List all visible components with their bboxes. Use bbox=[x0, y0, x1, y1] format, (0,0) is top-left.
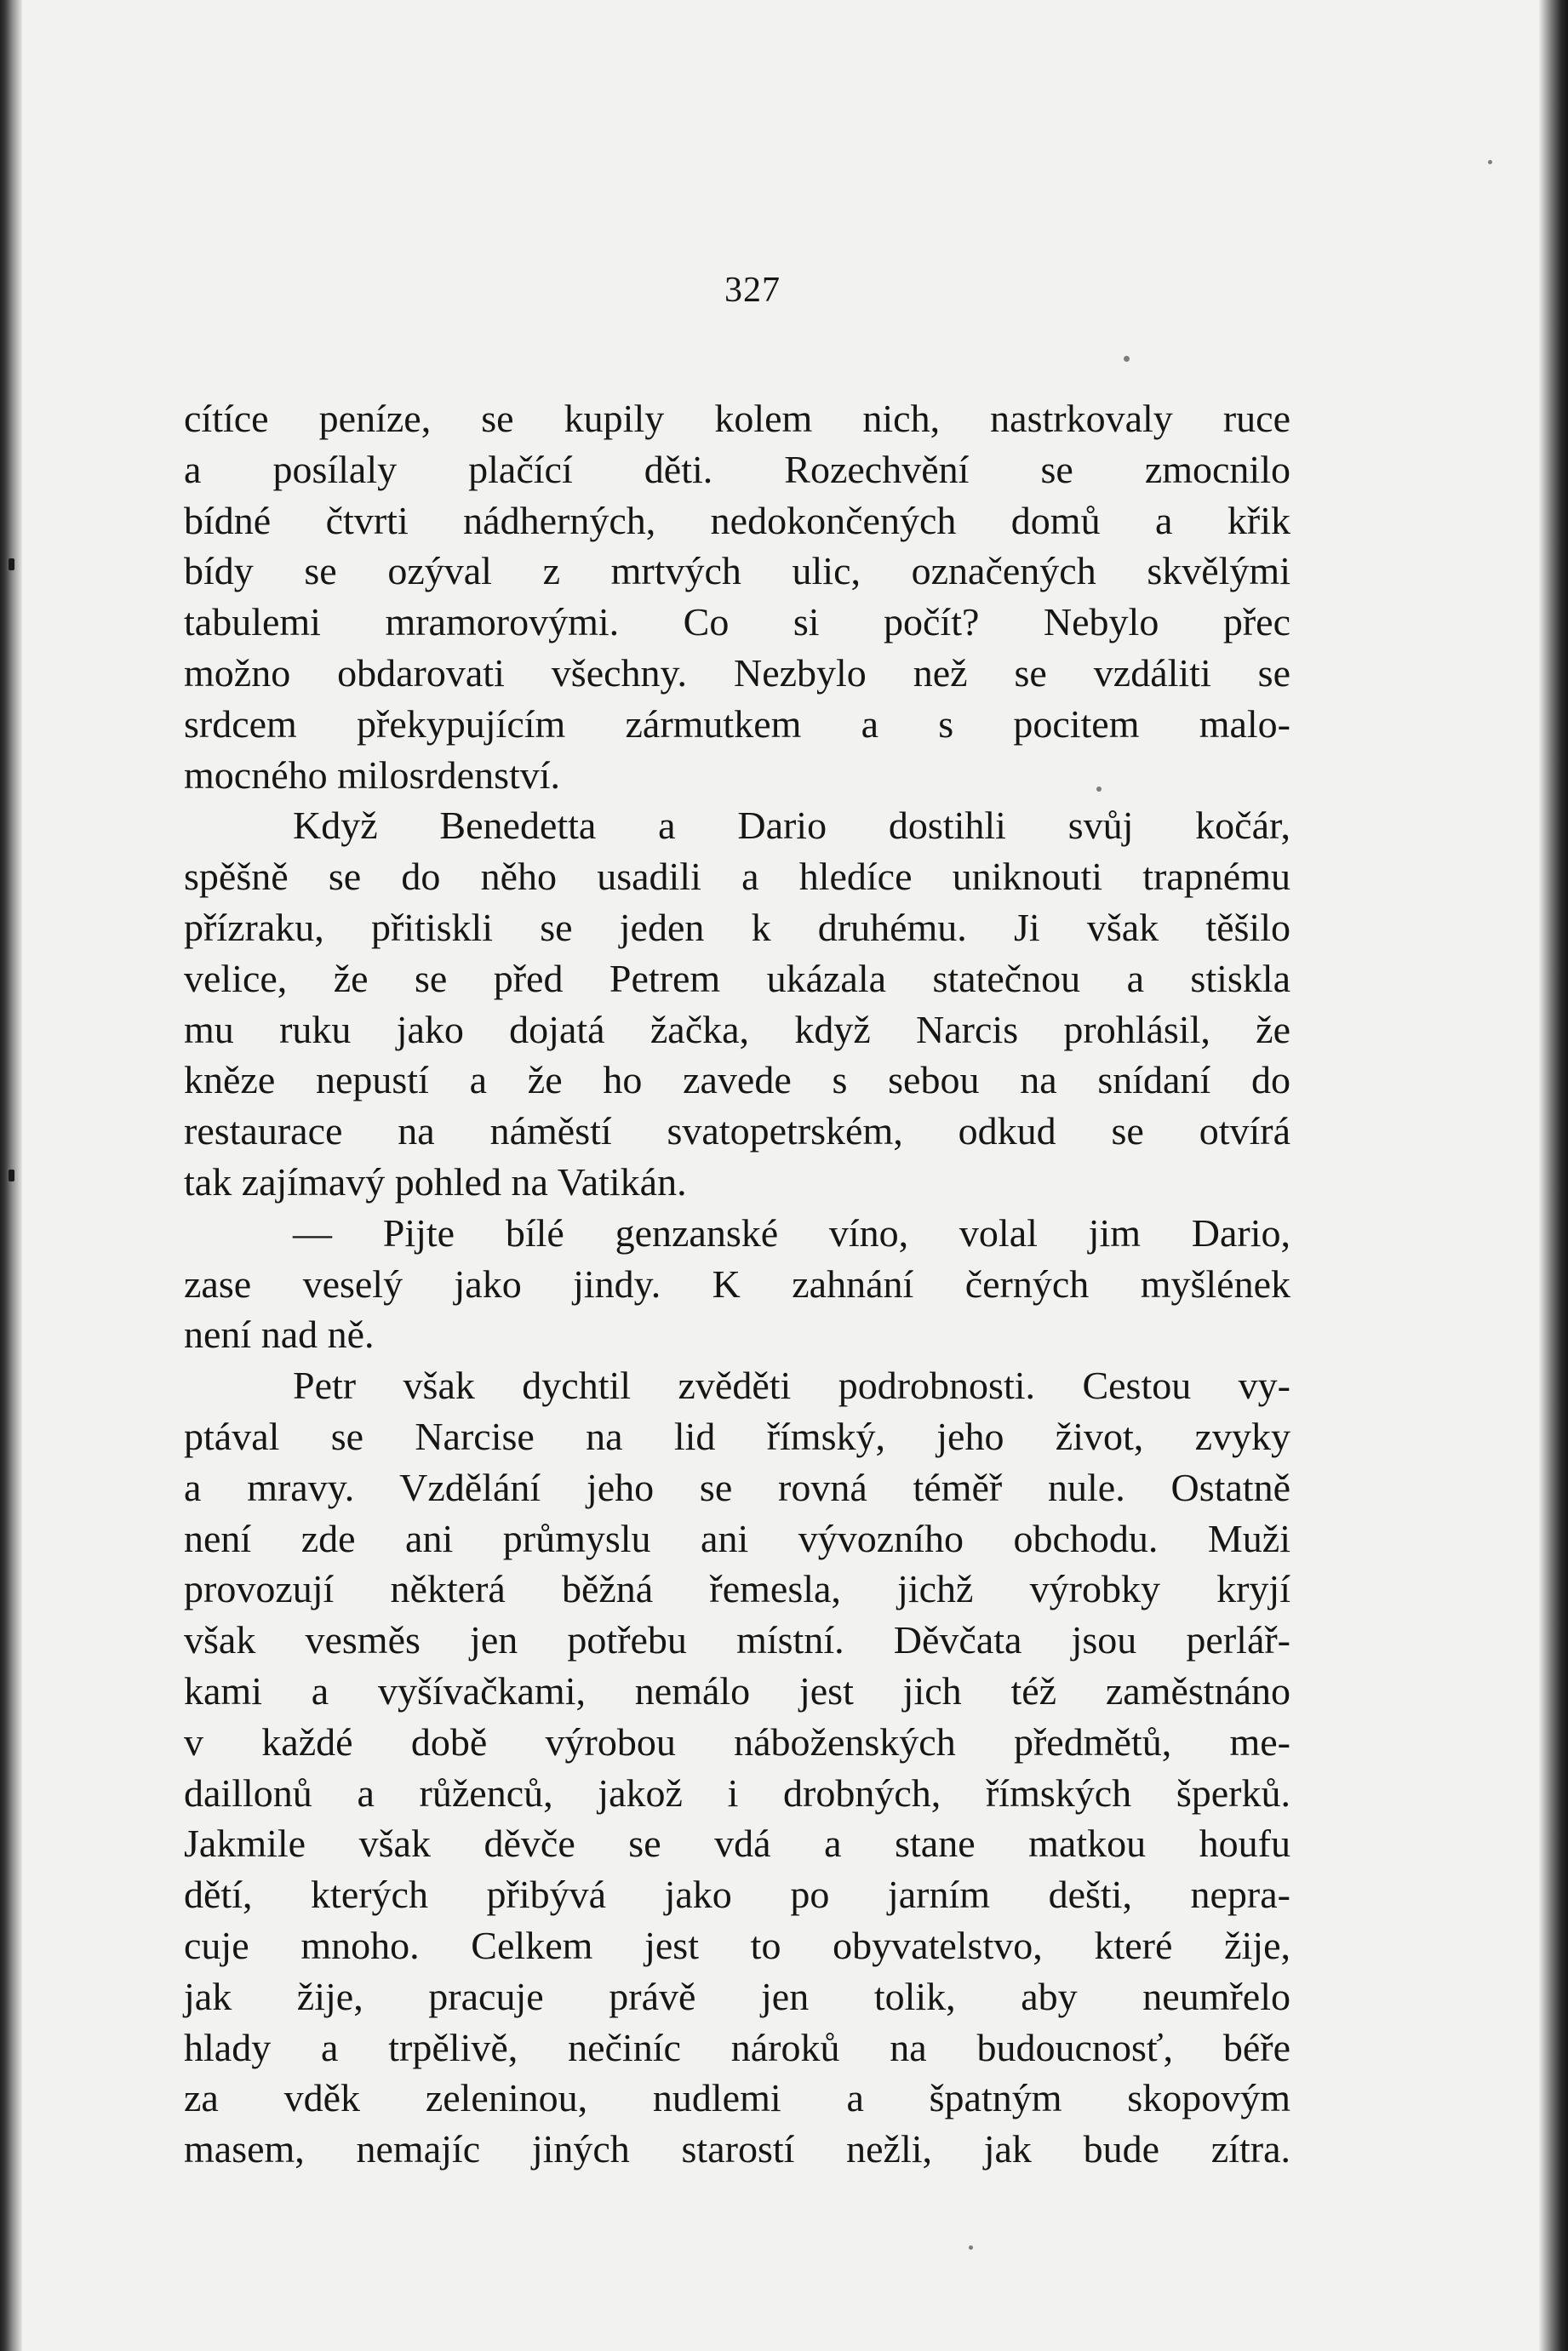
text-line: a posílaly plačící děti. Rozechvění se zmocnilo bbox=[184, 447, 1290, 491]
scan-speck bbox=[1488, 160, 1492, 164]
scan-speck bbox=[1124, 356, 1130, 362]
text-line: dětí, kterých přibývá jako po jarním dešti, nepra- bbox=[184, 1873, 1290, 1917]
text-line: není zde ani průmyslu ani vývozního obchodu. Muži bbox=[184, 1516, 1290, 1560]
text-line: mocného milosrdenství. bbox=[184, 752, 561, 797]
text-line: masem, nemajíc jiných starostí nežli, jak bude zítra. bbox=[184, 2127, 1290, 2171]
text-line: restaurace na náměstí svatopetrském, odkud se otvírá bbox=[184, 1109, 1290, 1153]
text-line: tak zajímavý pohled na Vatikán. bbox=[184, 1159, 687, 1204]
body-text bbox=[184, 393, 1290, 2175]
text-line: Když Benedetta a Dario dostihli svůj kočár, bbox=[293, 804, 1290, 848]
text-line: ptával se Narcise na lid římský, jeho život, zvyky bbox=[184, 1414, 1290, 1458]
text-line: provozují některá běžná řemesla, jichž výrobky kryjí bbox=[184, 1567, 1290, 1611]
text-line: a mravy. Vzdělání jeho se rovná téměř nule. Ostatně bbox=[184, 1465, 1290, 1509]
binding-mark bbox=[9, 1170, 14, 1181]
binding-mark bbox=[9, 558, 14, 570]
text-line: cítíce peníze, se kupily kolem nich, nastrkovaly ruce bbox=[184, 397, 1290, 440]
text-line: v každé době výrobou náboženských předmětů, me- bbox=[184, 1719, 1290, 1764]
text-line: hlady a trpělivě, nečiníc nároků na budoucnosť, béře bbox=[184, 2025, 1290, 2069]
scan-speck bbox=[969, 2245, 973, 2250]
text-line: — Pijte bílé genzanské víno, volal jim Dario, bbox=[293, 1210, 1290, 1255]
text-line: jak žije, pracuje právě jen tolik, aby neumřelo bbox=[184, 1974, 1290, 2018]
text-line: Jakmile však děvče se vdá a stane matkou houfu bbox=[184, 1822, 1290, 1866]
text-line: spěšně se do něho usadili a hledíce uniknouti trapnému bbox=[184, 855, 1290, 899]
text-line: přízraku, přitiskli se jeden k druhému. Ji však těšilo bbox=[184, 905, 1290, 949]
text-line: daillonů a růženců, jakož i drobných, římských šperků. bbox=[184, 1770, 1290, 1815]
text-line: Petr však dychtil zvěděti podrobnosti. Cestou vy- bbox=[293, 1364, 1290, 1408]
text-line: bídy se ozýval z mrtvých ulic, označených skvělými bbox=[184, 549, 1290, 593]
text-line: bídné čtvrti nádherných, nedokončených domů a křik bbox=[184, 498, 1290, 542]
text-line: zase veselý jako jindy. K zahnání černých myšlének bbox=[184, 1261, 1290, 1306]
text-line: srdcem překypujícím zármutkem a s pocitem malo- bbox=[184, 701, 1290, 746]
text-line: za vděk zeleninou, nudlemi a špatným skopovým bbox=[184, 2076, 1290, 2120]
text-line: cuje mnoho. Celkem jest to obyvatelstvo, které žije, bbox=[184, 1923, 1290, 1967]
text-line: velice, že se před Petrem ukázala statečnou a stiskla bbox=[184, 956, 1290, 1000]
text-line: kami a vyšívačkami, nemálo jest jich též zaměstnáno bbox=[184, 1668, 1290, 1713]
text-line: však vesměs jen potřebu místní. Děvčata jsou perlář- bbox=[184, 1618, 1290, 1662]
text-line: mu ruku jako dojatá žačka, když Narcis prohlásil, že bbox=[184, 1007, 1290, 1051]
text-line: tabulemi mramorovými. Co si počít? Nebylo přec bbox=[184, 600, 1290, 644]
text-line: není nad ně. bbox=[184, 1313, 375, 1357]
text-line: možno obdarovati všechny. Nezbylo než se vzdáliti se bbox=[184, 650, 1290, 695]
right-page-edge-shadow bbox=[1539, 0, 1568, 2351]
text-line: kněze nepustí a že ho zavede s sebou na snídaní do bbox=[184, 1058, 1290, 1102]
page-number: 327 bbox=[724, 271, 781, 310]
